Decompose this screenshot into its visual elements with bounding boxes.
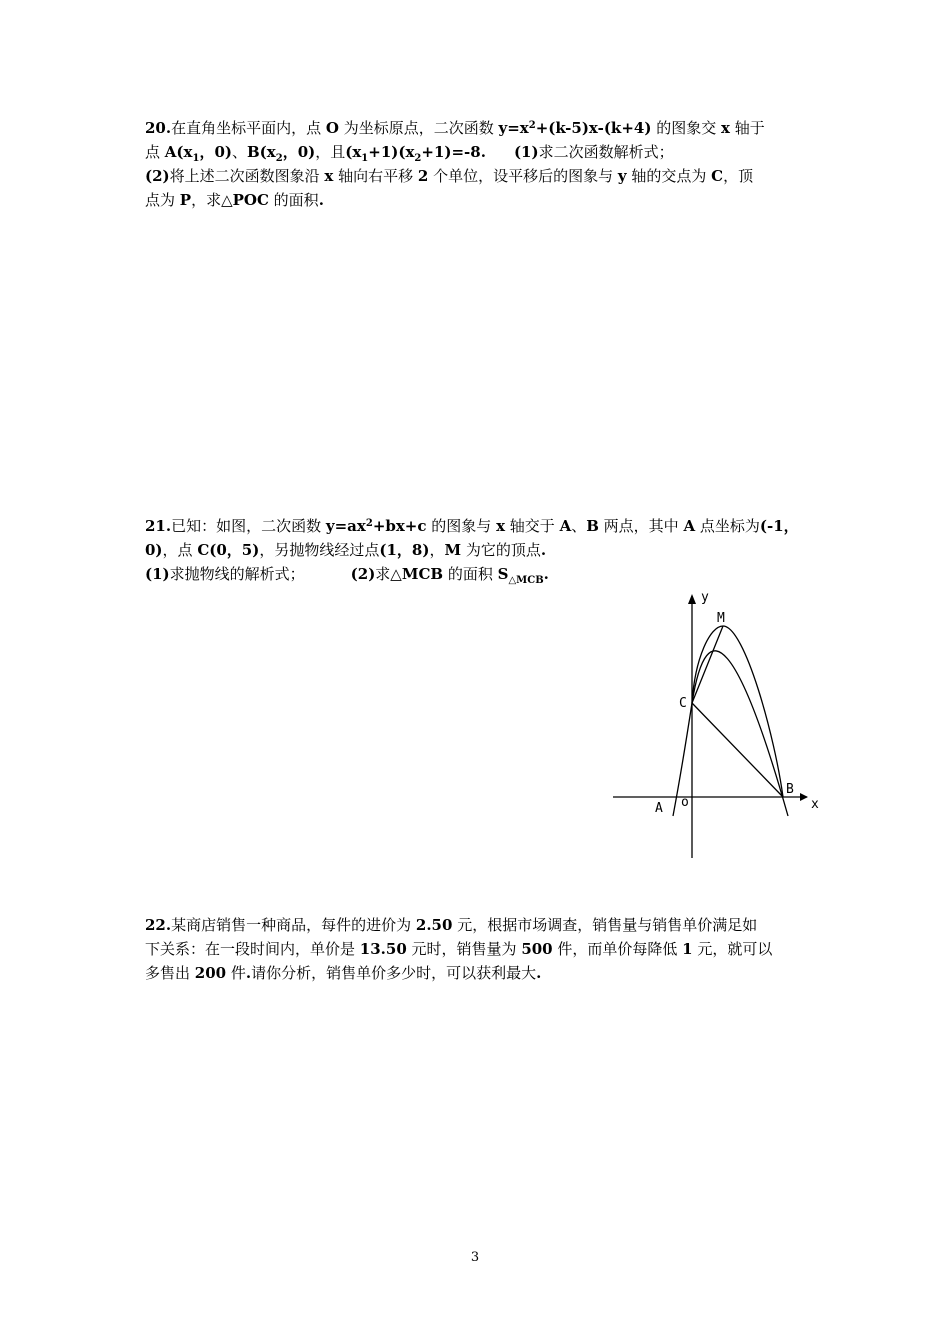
- text: 点为: [145, 191, 180, 209]
- q20-line-2: [145, 142, 674, 162]
- text: 元，根据市场调查，销售量与销售单价满足如: [452, 916, 758, 934]
- parabola-diagram: [605, 588, 830, 863]
- math: y=x: [498, 119, 529, 137]
- origin-label: o: [681, 795, 689, 810]
- math: ，0): [282, 143, 316, 161]
- question-21: [145, 516, 810, 596]
- math: x: [324, 167, 334, 185]
- math: A(x: [164, 143, 193, 161]
- text: 求二次函数解析式；: [538, 143, 674, 161]
- q22-line-1: [145, 915, 757, 935]
- text: 请你分析，销售单价多少时，可以获利最大: [251, 964, 537, 982]
- math: B(x: [247, 143, 276, 161]
- text: 为坐标原点，二次函数: [338, 119, 499, 137]
- math: ，0): [199, 143, 232, 161]
- math: C: [711, 167, 724, 185]
- text: 两点，其中: [598, 517, 684, 535]
- text: 件: [226, 964, 246, 982]
- text: ，顶: [723, 167, 754, 185]
- q21-line-3: [145, 564, 549, 584]
- q20-line-1: [145, 118, 765, 138]
- q22-line-3: [145, 963, 541, 983]
- math: +1)=-8.: [421, 143, 486, 161]
- math: .: [543, 565, 549, 583]
- question-number: 22.: [145, 916, 172, 934]
- page-number: 3: [470, 1250, 480, 1265]
- text: 多售出: [145, 964, 195, 982]
- text: ，点: [162, 541, 198, 559]
- q20-line-3: [145, 166, 753, 186]
- text: ，求△: [191, 191, 233, 209]
- q22-line-2: [145, 939, 772, 959]
- math: 0): [145, 541, 163, 559]
- sub-question-number: (2): [145, 167, 170, 185]
- math: S: [497, 565, 509, 583]
- math: B: [586, 517, 599, 535]
- text: 某商店销售一种商品，每件的进价为: [171, 916, 416, 934]
- math: P: [179, 191, 192, 209]
- point-a-label: A: [655, 801, 663, 816]
- sub-question-number: (1): [513, 143, 539, 161]
- x-axis-label: x: [811, 797, 819, 812]
- math: 500: [521, 940, 553, 958]
- text: 、: [231, 143, 247, 161]
- question-20: [145, 118, 810, 218]
- math: +1)(x: [368, 143, 415, 161]
- math: x: [496, 517, 506, 535]
- text: 的面积: [268, 191, 319, 209]
- x-axis-arrow: [800, 793, 808, 801]
- math: POC: [232, 191, 269, 209]
- math: C(0，5): [197, 541, 260, 559]
- parabola-figure: [605, 588, 830, 863]
- text: 件，而单价每降低: [552, 940, 683, 958]
- segment-cb: [692, 703, 783, 797]
- text: 的面积: [443, 565, 498, 583]
- math-subscript: 2: [414, 153, 422, 164]
- text: 元，就可以: [692, 940, 773, 958]
- segment-cm: [692, 626, 723, 703]
- point-m-label: M: [717, 611, 725, 626]
- math: .: [536, 964, 542, 982]
- text: 点坐标为: [695, 517, 760, 535]
- point-c-label: C: [679, 696, 687, 711]
- math: x: [720, 119, 730, 137]
- math-subscript: 1: [192, 153, 200, 164]
- math: +bx+c: [372, 517, 427, 535]
- math: y: [617, 167, 627, 185]
- math-subscript: △MCB: [508, 575, 544, 586]
- math-superscript: 2: [528, 120, 536, 131]
- text: 元时，销售量为: [406, 940, 522, 958]
- text: 的图象与: [426, 517, 497, 535]
- math: (1，8): [379, 541, 430, 559]
- math-subscript: 2: [275, 153, 283, 164]
- text: 轴于: [729, 119, 765, 137]
- math: A: [559, 517, 572, 535]
- text: 已知：如图，二次函数: [171, 517, 326, 535]
- point-b-label: B: [786, 782, 794, 797]
- text: 轴的交点为: [626, 167, 712, 185]
- text: 、: [571, 517, 587, 535]
- text: 求△: [375, 565, 402, 583]
- text: 为它的顶点: [461, 541, 541, 559]
- math-subscript: 1: [361, 153, 369, 164]
- math: 2.50: [415, 916, 453, 934]
- y-axis-label: y: [701, 590, 709, 605]
- math: O: [325, 119, 339, 137]
- math: +(k-5)x-(k+4): [535, 119, 652, 137]
- text: 轴向右平移: [333, 167, 418, 185]
- q20-line-4: [145, 190, 324, 210]
- q21-line-2: [145, 540, 546, 560]
- question-number: 21.: [145, 517, 172, 535]
- q21-line-1: [145, 516, 799, 536]
- text: 将上述二次函数图象沿: [169, 167, 325, 185]
- math: M: [444, 541, 462, 559]
- question-22: [145, 915, 810, 995]
- question-number: 20.: [145, 119, 172, 137]
- math: .: [245, 964, 252, 982]
- text: ，另抛物线经过点: [259, 541, 380, 559]
- math: MCB: [401, 565, 444, 583]
- text: ，: [429, 541, 445, 559]
- text: 轴交于: [505, 517, 560, 535]
- text: 的图象交: [651, 119, 721, 137]
- sub-question-number: (1): [145, 565, 170, 583]
- text: 个单位，设平移后的图象与: [428, 167, 618, 185]
- math: (-1，: [759, 517, 799, 535]
- text: 下关系：在一段时间内，单价是: [145, 940, 360, 958]
- sub-question-number: (2): [350, 565, 376, 583]
- second-curve: [692, 626, 783, 797]
- text: 点: [145, 143, 165, 161]
- y-axis-arrow: [688, 594, 696, 604]
- text: 在直角坐标平面内，点: [171, 119, 326, 137]
- math-superscript: 2: [365, 518, 373, 529]
- math: .: [318, 191, 324, 209]
- math: .: [540, 541, 547, 559]
- math: 13.50: [359, 940, 407, 958]
- math: (x: [345, 143, 362, 161]
- math: 200: [194, 964, 227, 982]
- text: 求抛物线的解析式；: [169, 565, 305, 583]
- math: 2: [417, 167, 429, 185]
- math: y=ax: [325, 517, 366, 535]
- math: A: [683, 517, 696, 535]
- math: 1: [682, 940, 693, 958]
- text: ，且: [315, 143, 346, 161]
